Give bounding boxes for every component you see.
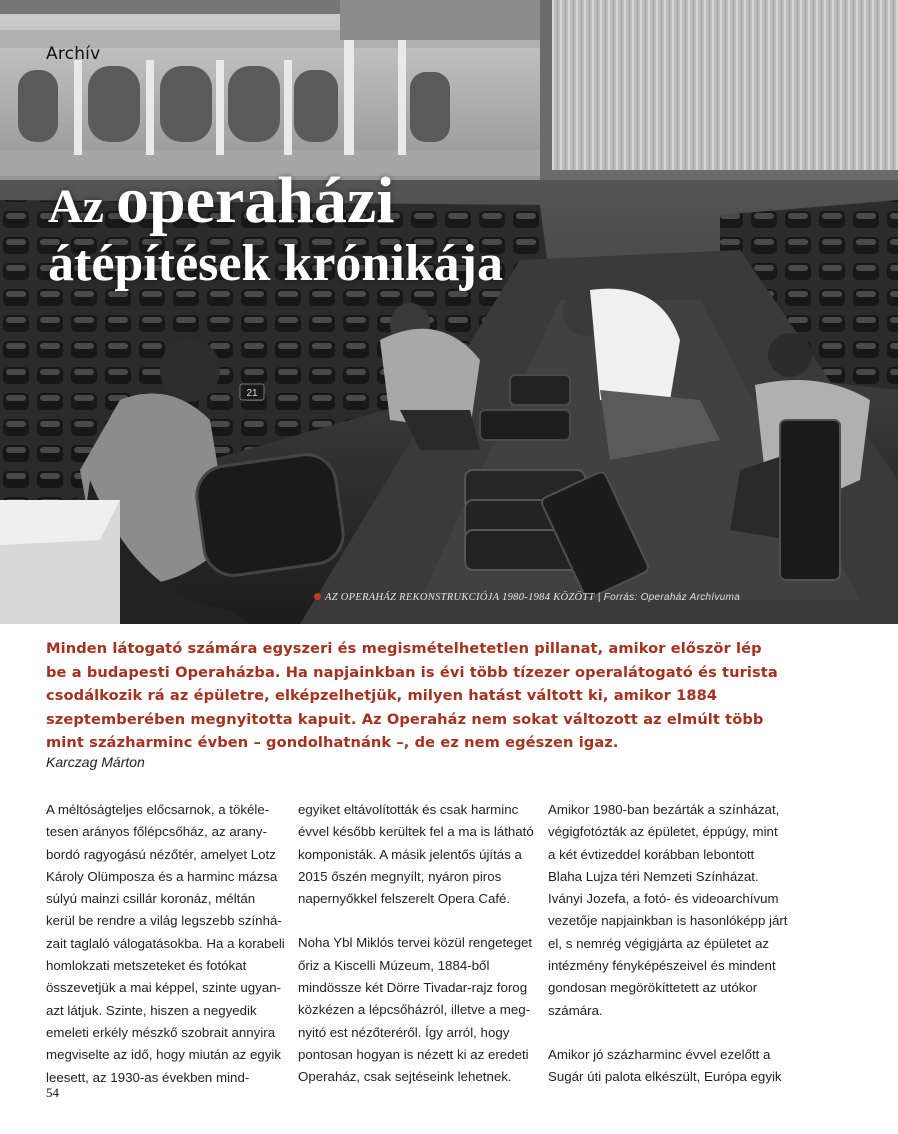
body-column-1 [46, 799, 286, 1111]
page-number: 54 [46, 1085, 59, 1100]
caption-source: | Forrás: Operaház Archívuma [594, 592, 741, 603]
body-column-2 [298, 799, 538, 1111]
page-title [48, 164, 668, 292]
section-label: Archív [46, 44, 101, 64]
body-paragraph: A méltóságteljes előcsarnok, a tökéletesen arányos főlépcsőház, az aranybordó ragyogású nézőtér, amelyet Lotz Károly Olümposza és a harminc mázsa súlyú mainzi csillár koronáz, méltán kerül be rendre a világ legszebb színházait taglaló válogatásokba. Ha a korabeli homlokzati metszeteket és fotókat összevetjük a mai képpel, szinte ugyanazt látjuk. Szinte, hiszen a negyedik emeleti erkély mészkő szobrait annyira megviselte az idő, hogy miután az egyik leesett, az 1930-as években mind- [46, 802, 285, 1085]
body-paragraph: egyiket eltávolították és csak harminc évvel később kerültek fel a ma is látható komponisták. A másik jelentős újítás a 2015 őszén megnyílt, nyáron piros napernyőkkel felszerelt Opera Café. [298, 802, 534, 907]
caption-text: AZ OPERAHÁZ REKONSTRUKCIÓJA 1980-1984 KÖZÖTT [325, 592, 595, 603]
author-byline: Karczag Márton [46, 754, 145, 770]
body-paragraph: Noha Ybl Miklós tervei közül rengeteget őriz a Kiscelli Múzeum, 1884-ből mindössze két Dörre Tivadar-rajz forog közkézen a lépcsőházról, illetve a megnyitó est nézőteréről. Így arról, hogy pontosan hogyan is nézett ki az eredeti Operaház, csak sejtéseink lehetnek. [298, 935, 533, 1085]
title-line1-word: operaházi [115, 164, 395, 237]
body-paragraph: Amikor jó százharminc évvel ezelőtt a Sugár úti palota elkészült, Európa egyik [548, 1046, 782, 1085]
caption-bullet-icon [314, 593, 321, 600]
title-line1-prefix: Az [48, 180, 116, 233]
title-line2: átépítések krónikája [48, 235, 503, 292]
photo-caption [314, 592, 740, 603]
body-column-3 [548, 799, 788, 1111]
seat-number: 21 [246, 388, 258, 399]
body-paragraph: Amikor 1980-ban bezárták a színházat, végigfotózták az épületet, éppúgy, mint a két évtizeddel korábban lebontott Blaha Lujza téri Nemzeti Színházat. Iványi Jozefa, a fotó- és videoarchívum vezetője napjainkban is hasonlóképp járt el, s nemrég végigjárta az épületet az intézmény fényképészeivel és mindent gondosan megörökíttetett az utókor számára. [548, 802, 788, 1018]
lead-paragraph: Minden látogató számára egyszeri és megismételhetetlen pillanat, amikor először lép be a budapesti Operaházba. Ha napjainkban is évi több tízezer operalátogató és turista csodálkozik rá az épületre, elképzelhetjük, milyen hatást váltott ki, amikor 1884 szeptemberében megnyitotta kapuit. Az Operaház nem sokat változott az elmúlt több mint százharminc évben – gondolhatnánk –, de ez nem egészen igaz. [46, 640, 778, 751]
